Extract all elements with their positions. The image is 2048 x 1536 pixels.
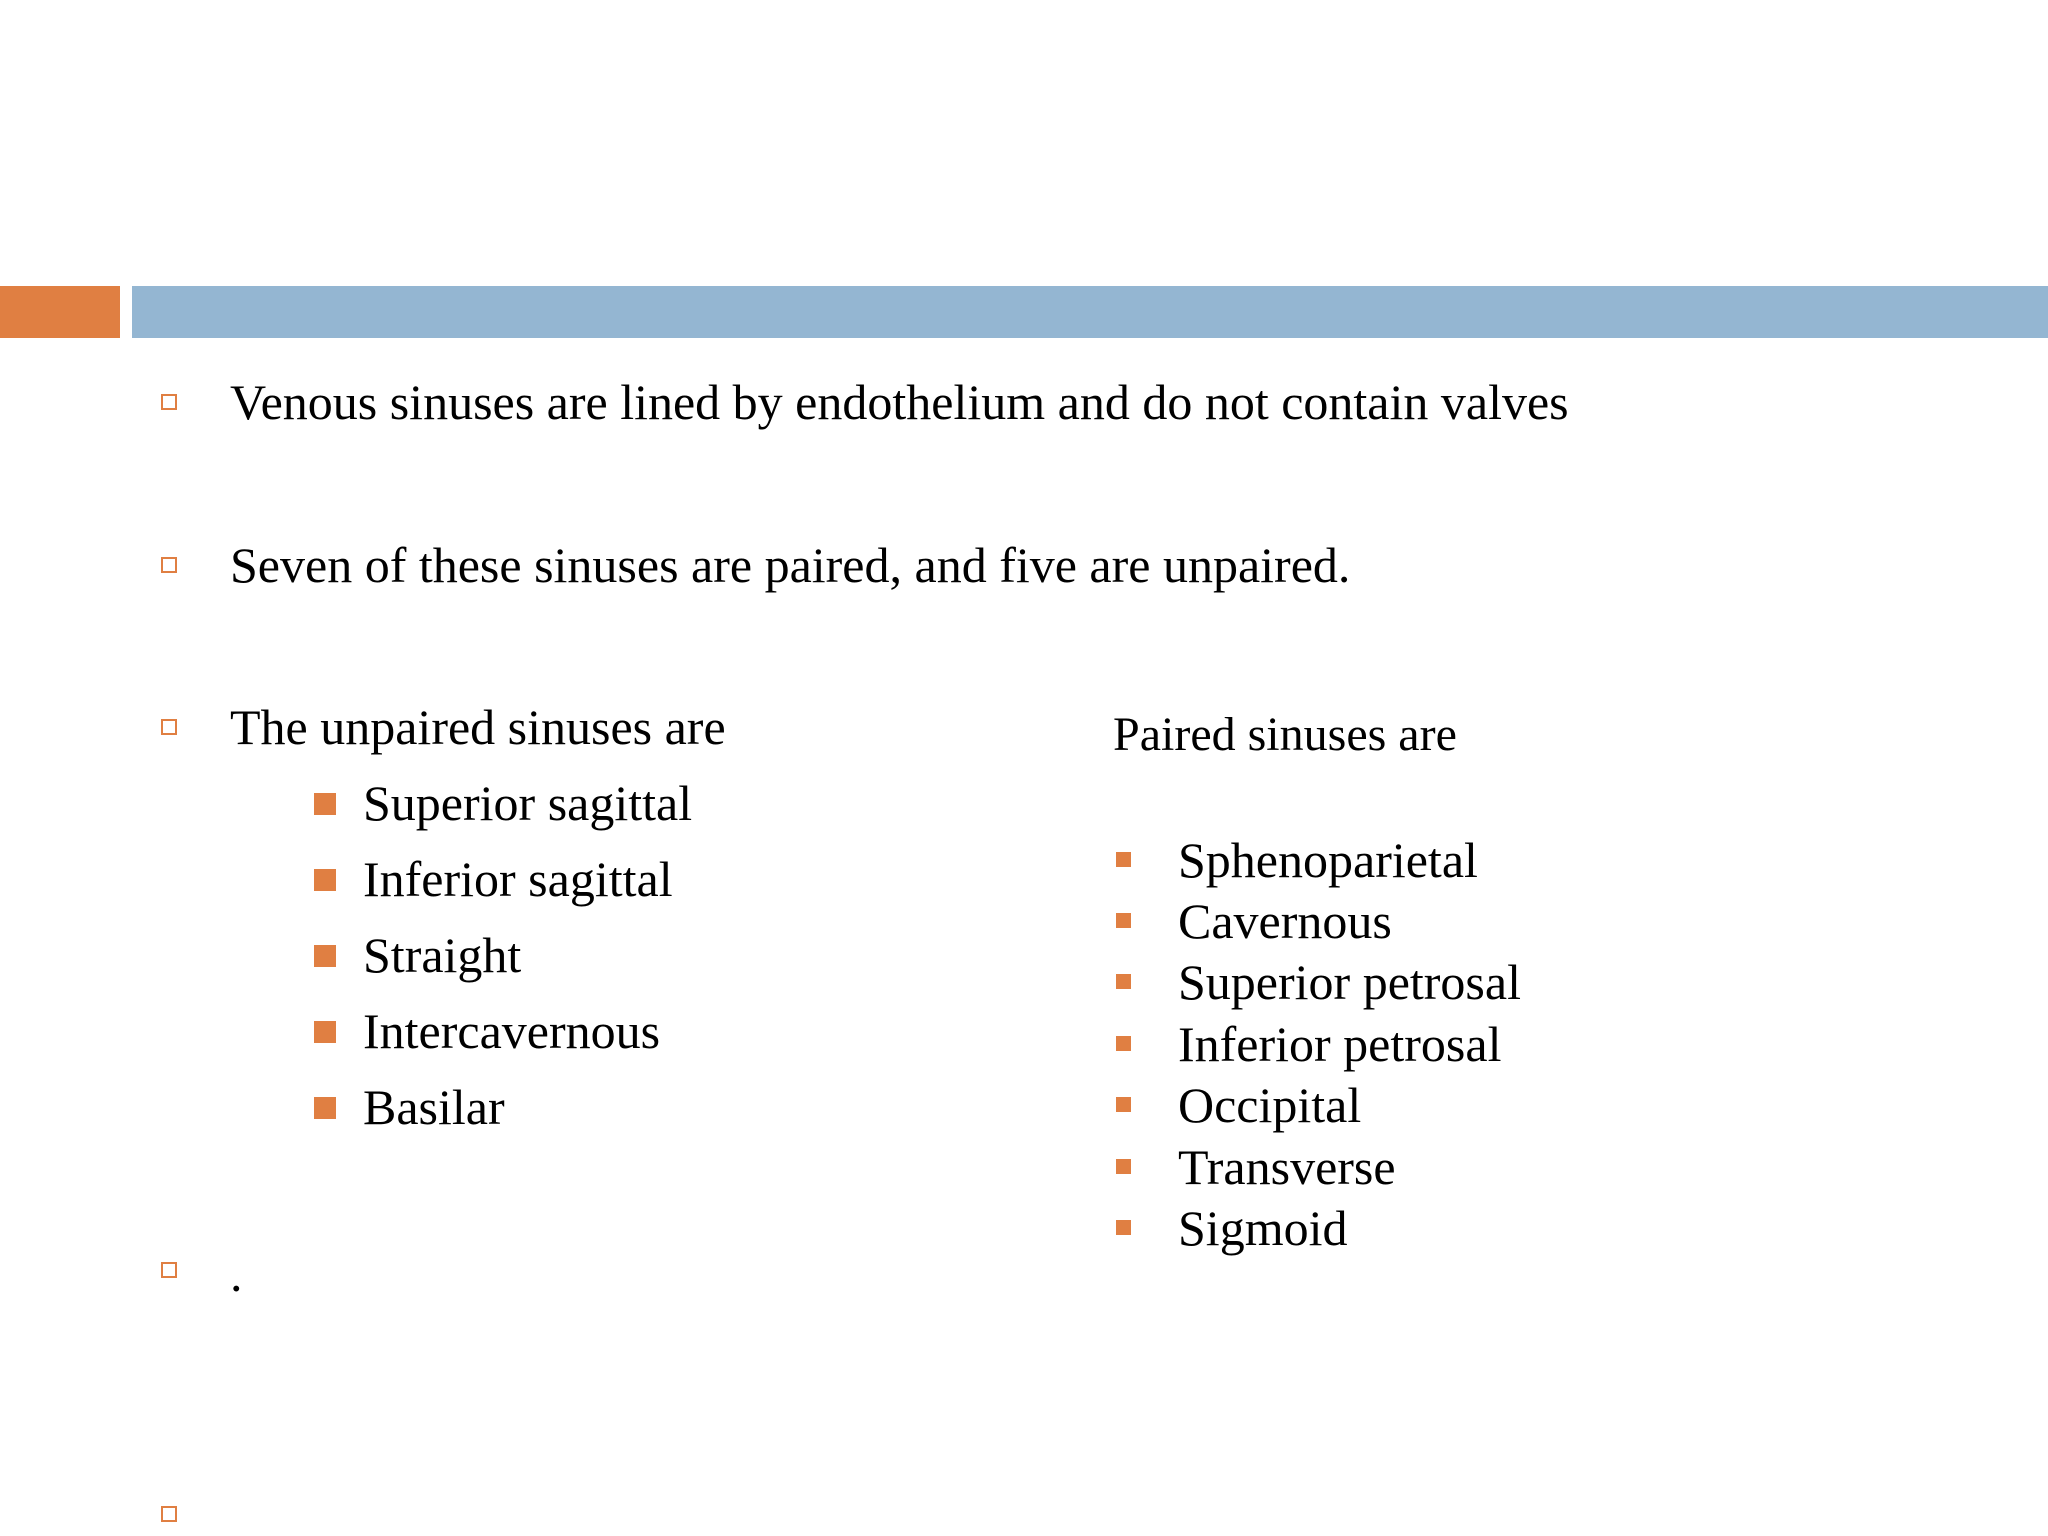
filled-square-bullet-icon <box>1116 913 1131 928</box>
list-item-label: Intercavernous <box>363 1003 661 1059</box>
title-accent-block <box>0 286 120 338</box>
filled-square-bullet-icon <box>1116 1159 1131 1174</box>
list-item-label: Occipital <box>1178 1077 1362 1133</box>
list-item-label: Transverse <box>1178 1139 1396 1195</box>
filled-square-bullet-icon <box>314 869 336 891</box>
filled-square-bullet-icon <box>1116 974 1131 989</box>
filled-square-bullet-icon <box>1116 852 1131 867</box>
bullet-text: The unpaired sinuses are <box>230 699 726 755</box>
filled-square-bullet-icon <box>314 945 336 967</box>
list-item-label: Inferior petrosal <box>1178 1016 1502 1072</box>
list-item-label: Superior petrosal <box>1178 954 1521 1010</box>
list-item-label: Inferior sagittal <box>363 851 673 907</box>
list-item-label: Cavernous <box>1178 893 1392 949</box>
title-bar <box>132 286 2048 338</box>
hollow-square-bullet-icon <box>161 557 177 573</box>
list-item-label: Sphenoparietal <box>1178 832 1478 888</box>
filled-square-bullet-icon <box>1116 1220 1131 1235</box>
filled-square-bullet-icon <box>314 1097 336 1119</box>
bullet-text: Seven of these sinuses are paired, and five are unpaired. <box>230 537 1351 593</box>
hollow-square-bullet-icon <box>161 394 177 410</box>
list-item-label: Basilar <box>363 1079 505 1135</box>
filled-square-bullet-icon <box>1116 1036 1131 1051</box>
filled-square-bullet-icon <box>1116 1097 1131 1112</box>
filled-square-bullet-icon <box>314 1021 336 1043</box>
bullet-text: . <box>230 1246 243 1302</box>
bullet-text: Venous sinuses are lined by endothelium and do not contain valves <box>230 374 1569 430</box>
hollow-square-bullet-icon <box>161 1506 177 1522</box>
hollow-square-bullet-icon <box>161 1262 177 1278</box>
list-item-label: Straight <box>363 927 522 983</box>
list-item-label: Sigmoid <box>1178 1200 1348 1256</box>
paired-sinuses-heading: Paired sinuses are <box>1113 708 1457 761</box>
list-item-label: Superior sagittal <box>363 775 693 831</box>
hollow-square-bullet-icon <box>161 719 177 735</box>
filled-square-bullet-icon <box>314 793 336 815</box>
